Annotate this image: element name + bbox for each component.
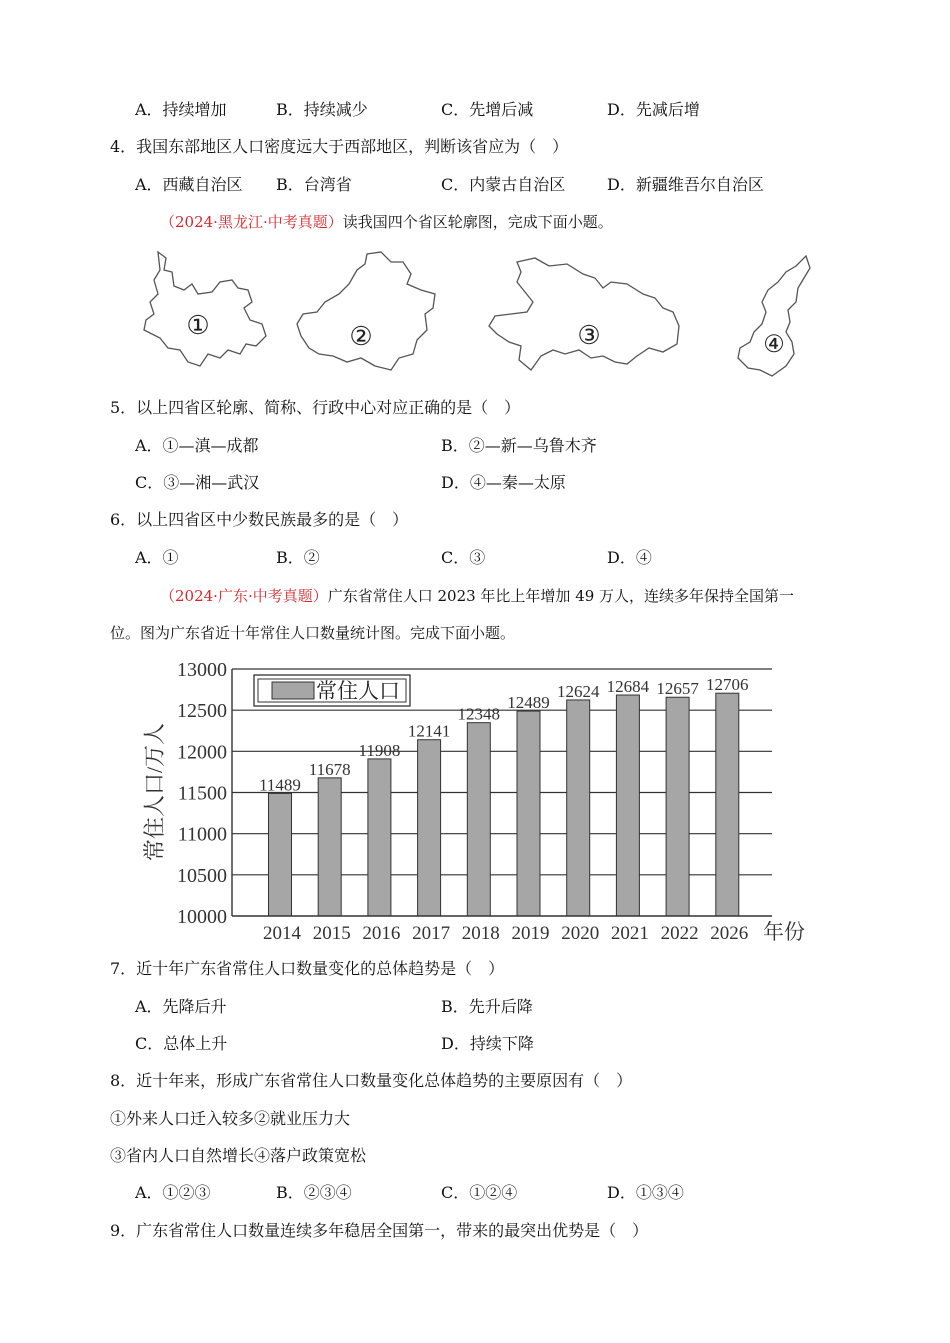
y-tick-label: 11000 (177, 823, 227, 846)
q6-question: 6．以上四省区中少数民族最多的是（ ） (110, 510, 409, 529)
x-tick-label: 2018 (461, 923, 500, 944)
bar-value-label: 12684 (606, 677, 650, 697)
y-tick-label: 12500 (177, 700, 227, 723)
legend-label: 常住人口 (316, 679, 400, 703)
q3-option-d: D．先减后增 (607, 100, 700, 119)
x-tick-label: 2026 (710, 923, 749, 944)
y-tick-label: 10000 (177, 906, 227, 928)
bar-2021 (616, 695, 639, 916)
y-tick-label: 13000 (177, 659, 227, 681)
source-tag: （2024·广东·中考真题） (160, 587, 328, 605)
bar-value-label: 12348 (457, 704, 501, 724)
map-shaanxi (736, 254, 816, 379)
bar-2016 (368, 759, 391, 916)
bar-2018 (467, 723, 490, 916)
bar-value-label: 11678 (308, 759, 351, 779)
bar-value-label: 11908 (358, 740, 401, 760)
x-tick-label: 2015 (312, 923, 351, 944)
map-label-1: ① (186, 311, 210, 341)
y-tick-label: 11500 (177, 782, 227, 805)
q5-option-a: A．①—滇—成都 (135, 436, 259, 455)
bar-2017 (418, 740, 441, 916)
x-tick-label: 2022 (660, 923, 699, 944)
q7-question: 7．近十年广东省常住人口数量变化的总体趋势是（ ） (110, 959, 505, 978)
q4-option-a: A．西藏自治区 (135, 175, 243, 194)
q8-option-b: B．②③④ (276, 1183, 352, 1202)
q5-option-b: B．②—新—乌鲁木齐 (441, 436, 597, 455)
x-tick-label: 2019 (511, 923, 550, 944)
q8-items-1: ①外来人口迁入较多②就业压力大 (110, 1109, 351, 1128)
intro-guangdong (160, 586, 794, 606)
bar-value-label: 11489 (259, 775, 301, 795)
q6-option-b: B．② (276, 548, 320, 567)
chart-y-label: 常住人口/万人 (142, 722, 167, 862)
q6-option-a: A．① (135, 548, 179, 567)
bar-2022 (666, 697, 689, 916)
x-tick-label: 2020 (561, 923, 600, 944)
population-bar-chart (140, 652, 820, 947)
bar-2014 (269, 793, 292, 916)
bar-2019 (517, 711, 540, 916)
y-tick-label: 12000 (177, 741, 227, 764)
map-yunnan (140, 250, 270, 370)
chart-x-label: 年份 (763, 920, 805, 944)
chart-y-ticks (177, 659, 227, 928)
chart-bars (269, 693, 739, 916)
y-tick-label: 10500 (177, 864, 227, 887)
chart-legend (254, 675, 410, 706)
bar-value-label: 12657 (656, 679, 699, 699)
legend-swatch (272, 682, 314, 699)
x-tick-label: 2021 (610, 923, 649, 944)
map-hubei (487, 252, 687, 382)
intro-text: 广东省常住人口 2023 年比上年增加 49 万人，连续多年保持全国第一 (327, 587, 795, 605)
bar-value-label: 12706 (706, 675, 749, 695)
bar-2020 (567, 700, 590, 916)
intro-text: 读我国四个省区轮廓图，完成下面小题。 (342, 213, 613, 231)
source-tag: （2024·黑龙江·中考真题） (160, 213, 343, 231)
map-label-3: ③ (577, 321, 601, 351)
x-tick-label: 2014 (263, 923, 301, 944)
q6-option-d: D．④ (607, 548, 652, 567)
intro-heilongjiang (160, 212, 613, 232)
q8-option-a: A．①②③ (135, 1183, 211, 1202)
chart-x-ticks (263, 923, 748, 944)
q8-option-c: C．①②④ (441, 1183, 518, 1202)
x-tick-label: 2017 (412, 923, 451, 944)
intro-guangdong-cont: 位。图为广东省近十年常住人口数量统计图。完成下面小题。 (110, 624, 516, 642)
q3-option-c: C．先增后减 (441, 100, 534, 119)
q5-option-d: D．④—秦—太原 (441, 473, 566, 492)
bar-2015 (318, 778, 341, 916)
q3-option-b: B．持续减少 (276, 100, 368, 119)
map-label-4: ④ (763, 330, 785, 358)
bar-value-label: 12624 (556, 681, 600, 701)
q8-question: 8．近十年来，形成广东省常住人口数量变化总体趋势的主要原因有（ ） (110, 1071, 633, 1090)
q8-option-d: D．①③④ (607, 1183, 684, 1202)
q5-option-c: C．③—湘—武汉 (135, 473, 260, 492)
q7-option-d: D．持续下降 (441, 1034, 534, 1053)
q7-option-b: B．先升后降 (441, 997, 533, 1016)
q4-option-d: D．新疆维吾尔自治区 (607, 175, 764, 194)
q4-option-c: C．内蒙古自治区 (441, 175, 566, 194)
q4-question: 4．我国东部地区人口密度远大于西部地区，判断该省应为（ ） (110, 137, 569, 156)
map-label-2: ② (349, 322, 373, 352)
q9-question: 9．广东省常住人口数量连续多年稳居全国第一，带来的最突出优势是（ ） (110, 1221, 649, 1240)
bar-2026 (716, 693, 739, 916)
q6-option-c: C．③ (441, 548, 486, 567)
q7-option-a: A．先降后升 (135, 997, 227, 1016)
q5-question: 5．以上四省区轮廓、简称、行政中心对应正确的是（ ） (110, 398, 521, 417)
x-tick-label: 2016 (362, 923, 401, 944)
bar-value-label: 12141 (407, 721, 451, 741)
q8-items-2: ③省内人口自然增长④落户政策宽松 (110, 1146, 367, 1165)
q3-option-a: A．持续增加 (135, 100, 227, 119)
q7-option-c: C．总体上升 (135, 1034, 228, 1053)
q4-option-b: B．台湾省 (276, 175, 352, 194)
bar-value-label: 12489 (507, 693, 550, 713)
map-xinjiang (295, 250, 440, 375)
